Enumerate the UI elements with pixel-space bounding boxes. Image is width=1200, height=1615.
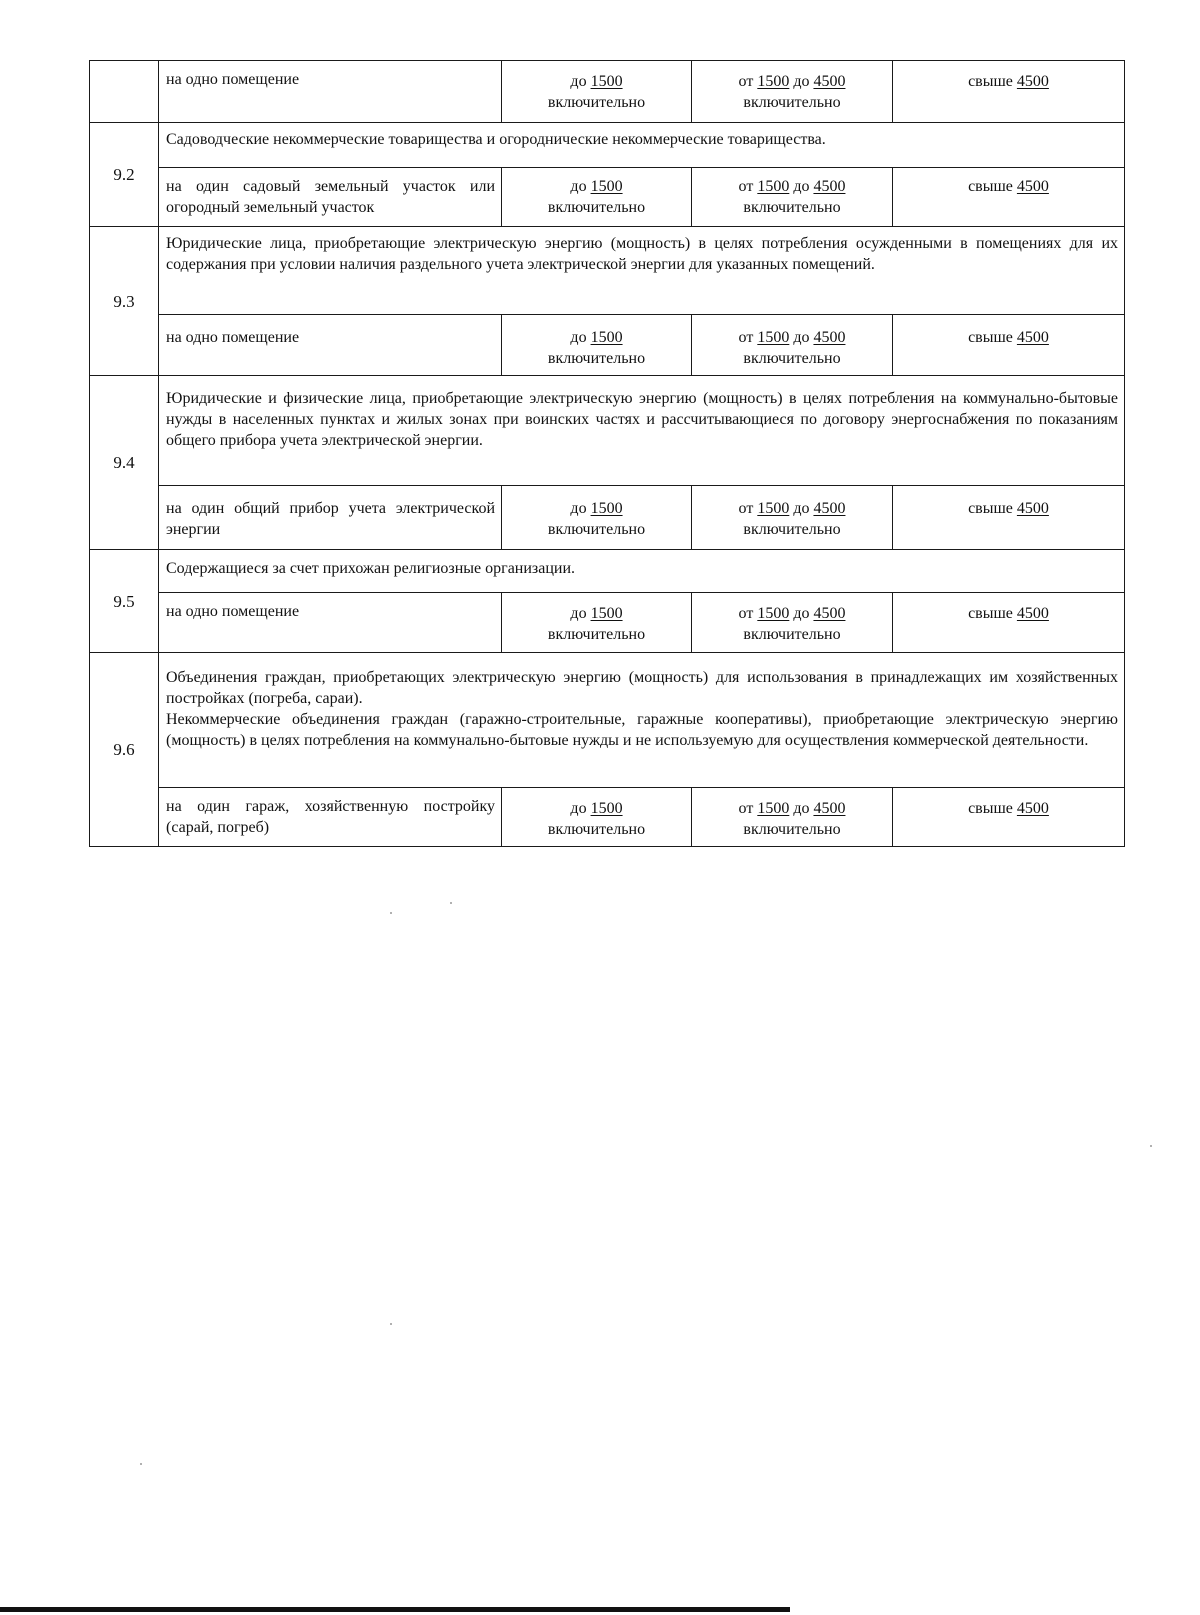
category-cell: Юридические лица, приобретающие электрическую энергию (мощность) в целях потребления осужденными в помещениях для их содержания при условии наличия раздельного учета электрической энергии для указанных помещений. bbox=[159, 227, 1125, 315]
table-row bbox=[90, 653, 1125, 788]
range-low-cell: до 1500 включительно bbox=[502, 168, 692, 227]
unit-cell: на одно помещение bbox=[159, 315, 502, 376]
unit-cell: на один общий прибор учета электрической энергии bbox=[159, 486, 502, 550]
row-number: 9.6 bbox=[90, 653, 159, 847]
scan-speck bbox=[390, 1323, 392, 1325]
range-low-cell: до 1500 включительно bbox=[502, 486, 692, 550]
scan-speck bbox=[450, 902, 452, 904]
unit-cell: на один гараж, хозяйственную постройку (сарай, погреб) bbox=[159, 788, 502, 847]
row-number: 9.3 bbox=[90, 227, 159, 376]
table-row bbox=[90, 550, 1125, 593]
scan-speck bbox=[390, 912, 392, 914]
scan-speck bbox=[1150, 1145, 1152, 1147]
range-mid-cell: от 1500 до 4500 включительно bbox=[692, 486, 893, 550]
range-high-cell: свыше 4500 bbox=[893, 486, 1125, 550]
range-low-cell: до 1500 включительно bbox=[502, 593, 692, 653]
row-number: 9.5 bbox=[90, 550, 159, 653]
table-row bbox=[90, 168, 1125, 227]
category-cell: Содержащиеся за счет прихожан религиозные организации. bbox=[159, 550, 1125, 593]
range-high-cell: свыше 4500 bbox=[893, 61, 1125, 123]
range-mid-cell: от 1500 до 4500 включительно bbox=[692, 61, 893, 123]
range-low-cell: до 1500 включительно bbox=[502, 315, 692, 376]
table-row bbox=[90, 315, 1125, 376]
row-number: 9.2 bbox=[90, 123, 159, 227]
category-cell: Садоводческие некоммерческие товарищества и огороднические некоммерческие товарищества. bbox=[159, 123, 1125, 168]
range-mid-cell: от 1500 до 4500 включительно bbox=[692, 593, 893, 653]
table-row bbox=[90, 61, 1125, 123]
range-low-cell: до 1500 включительно bbox=[502, 61, 692, 123]
table-row bbox=[90, 593, 1125, 653]
range-high-cell: свыше 4500 bbox=[893, 593, 1125, 653]
bottom-scan-edge bbox=[0, 1607, 790, 1612]
row-number bbox=[90, 61, 159, 123]
table-row bbox=[90, 123, 1125, 168]
range-high-cell: свыше 4500 bbox=[893, 788, 1125, 847]
row-number: 9.4 bbox=[90, 376, 159, 550]
scan-speck bbox=[140, 1463, 142, 1465]
range-mid-cell: от 1500 до 4500 включительно bbox=[692, 315, 893, 376]
table-row bbox=[90, 227, 1125, 315]
range-high-cell: свыше 4500 bbox=[893, 315, 1125, 376]
tariff-consumption-table bbox=[89, 60, 1125, 847]
unit-cell: на один садовый земельный участок или огородный земельный участок bbox=[159, 168, 502, 227]
unit-cell: на одно помещение bbox=[159, 593, 502, 653]
table-row bbox=[90, 486, 1125, 550]
category-cell: Объединения граждан, приобретающих электрическую энергию (мощность) для использования в принадлежащих им хозяйственных постройках (погреба, сараи). Некоммерческие объединения граждан (гаражно-строительные, гаражные кооперативы), приобретающие электрическую энергию (мощность) в целях потребления на коммунально-бытовые нужды и не используемую для осуществления коммерческой деятельности. bbox=[159, 653, 1125, 788]
unit-cell: на одно помещение bbox=[159, 61, 502, 123]
table-row bbox=[90, 788, 1125, 847]
range-mid-cell: от 1500 до 4500 включительно bbox=[692, 168, 893, 227]
range-mid-cell: от 1500 до 4500 включительно bbox=[692, 788, 893, 847]
table-row bbox=[90, 376, 1125, 486]
range-high-cell: свыше 4500 bbox=[893, 168, 1125, 227]
range-low-cell: до 1500 включительно bbox=[502, 788, 692, 847]
category-cell: Юридические и физические лица, приобретающие электрическую энергию (мощность) в целях потребления на коммунально-бытовые нужды в населенных пунктах и жилых зонах при воинских частях и рассчитывающиеся по договору энергоснабжения по показаниям общего прибора учета электрической энергии. bbox=[159, 376, 1125, 486]
